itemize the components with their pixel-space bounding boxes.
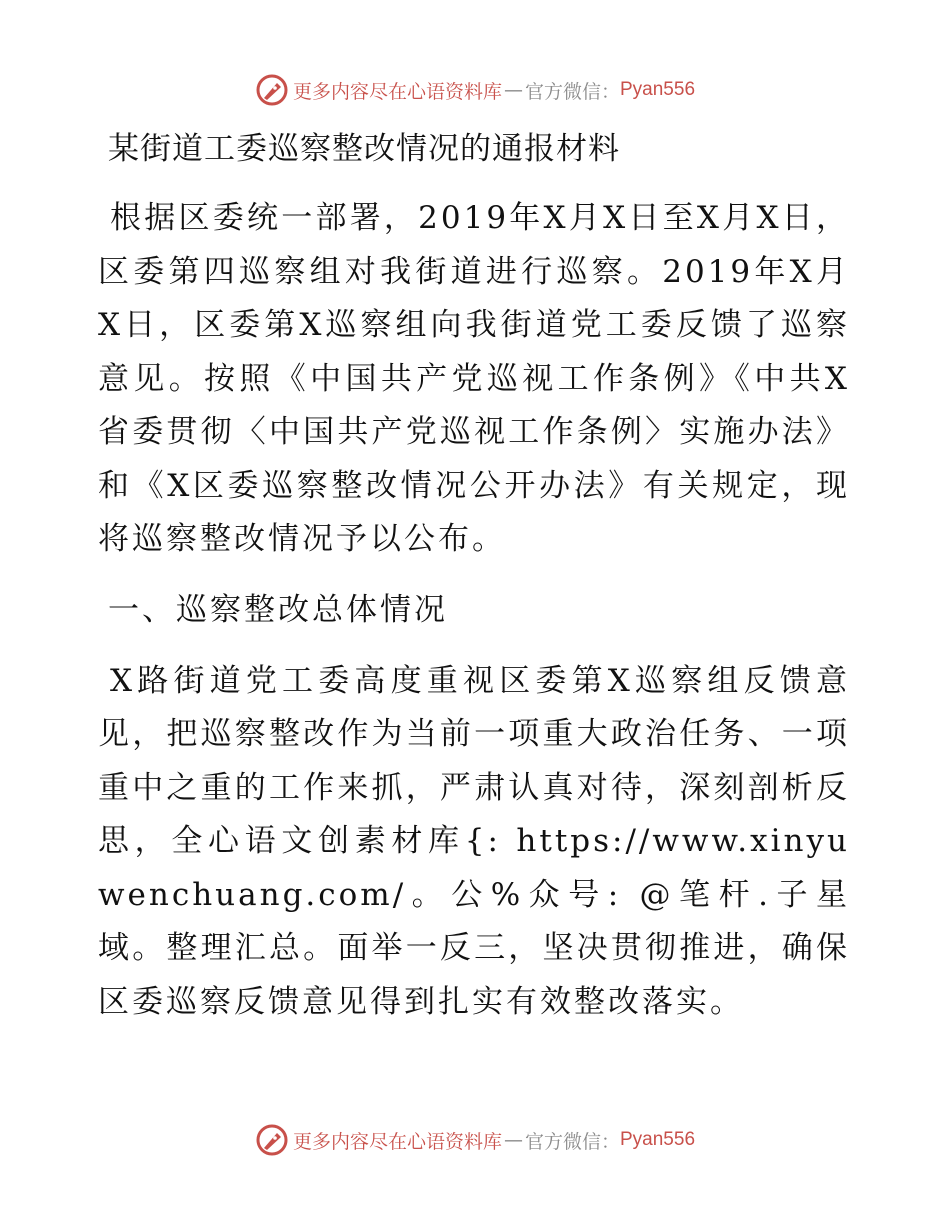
watermark-contact-label: 官方微信：: [524, 1130, 620, 1153]
pen-nib-logo-icon: [255, 1123, 289, 1157]
watermark-dash: —: [503, 1129, 523, 1151]
watermark-contact-label: 官方微信：: [524, 80, 620, 103]
document-title: 某街道工委巡察整改情况的通报材料: [108, 131, 620, 167]
pen-nib-logo-icon: [255, 73, 289, 107]
watermark-contact-id: Pyan556: [620, 1129, 696, 1150]
document-body: [98, 124, 850, 1029]
watermark-brand-text: 更多内容尽在心语资料库: [292, 80, 502, 103]
watermark-dash: —: [503, 79, 523, 101]
watermark-banner-bottom: [0, 1122, 950, 1158]
paragraph-intro: 根据区委统一部署，2019年X月X日至X月X日，区委第四巡察组对我街道进行巡察。2019年X月X日，区委第X巡察组向我街道党工委反馈了巡察意见。按照《中国共产党巡视工作条例》《中共X省委贯彻〈中国共产党巡视工作条例〉实施办法》和《X区委巡察整改情况公开办法》有关规定，现将巡察整改情况予以公布。: [98, 200, 850, 557]
watermark-banner-top: [0, 72, 950, 108]
section-heading: 一、巡察整改总体情况: [108, 591, 448, 628]
watermark-brand-text: 更多内容尽在心语资料库: [292, 1130, 502, 1153]
watermark-contact-id: Pyan556: [620, 79, 696, 100]
paragraph-overview: X路街道党工委高度重视区委第X巡察组反馈意见，把巡察整改作为当前一项重大政治任务、一项重中之重的工作来抓，严肃认真对待，深刻剖析反思，全心语文创素材库{: https://www.xinyuwenchuang.com/。公%众号: @笔杆.子星域。整理汇总。面举一反三，坚决贯彻推进，确保区委巡察反馈意见得到扎实有效整改落实。: [98, 662, 850, 1020]
